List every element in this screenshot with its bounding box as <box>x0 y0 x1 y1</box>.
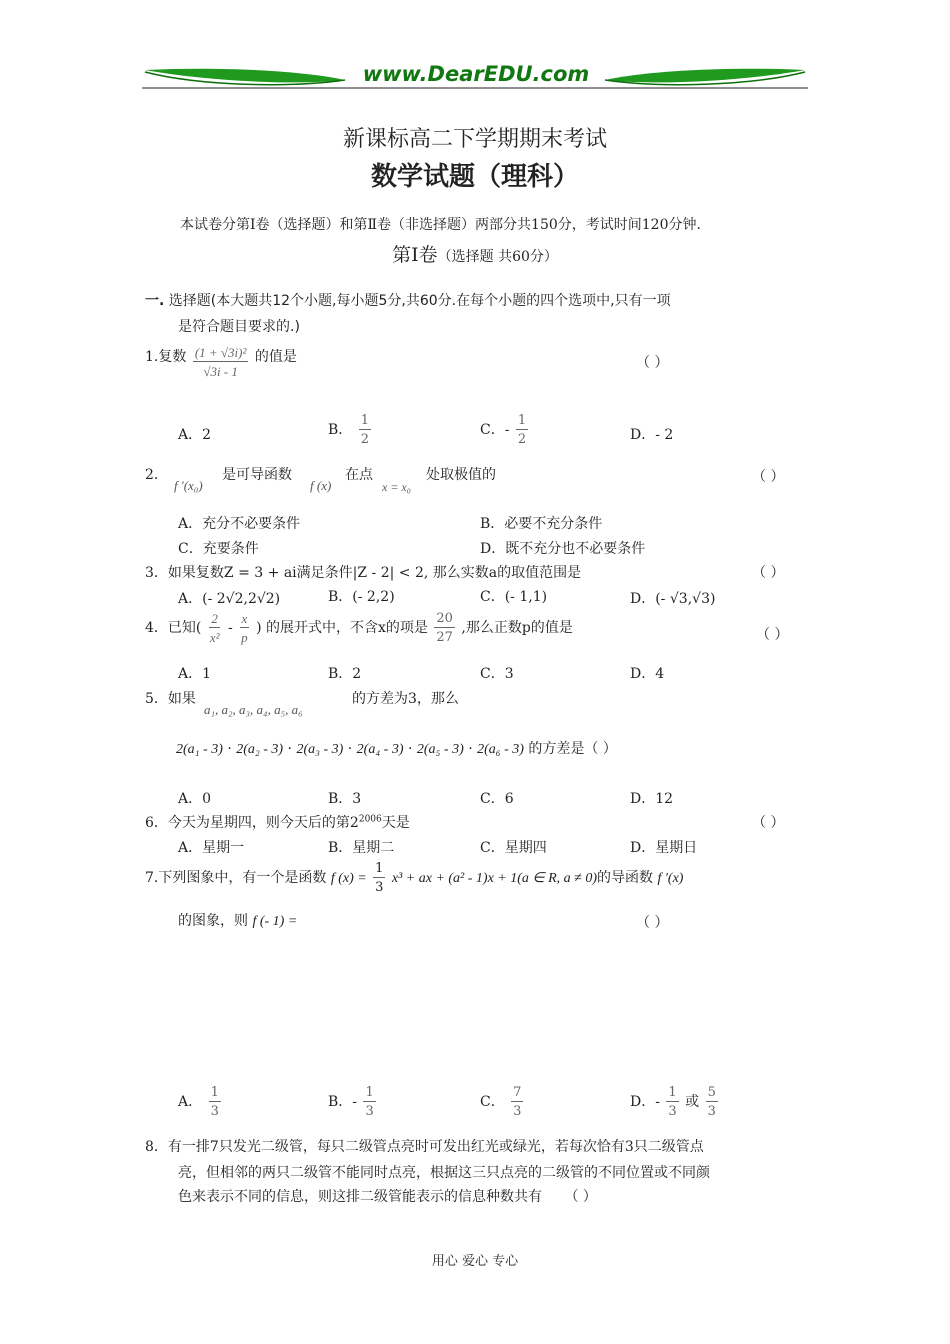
question-7 <box>145 862 683 894</box>
q3-option-c[interactable]: C．(- 1,1) <box>480 589 548 605</box>
q1-denominator: √3i - 1 <box>203 364 238 379</box>
q1-option-d[interactable]: D．- 2 <box>630 427 674 443</box>
section-number: 一. <box>145 293 165 309</box>
q5-text2: 的方差为3，那么 <box>352 691 459 707</box>
q4-frac2 <box>239 612 250 644</box>
question-2 <box>145 464 168 484</box>
q5-sep: · <box>287 741 292 757</box>
q6-answer-paren: （ ） <box>752 815 785 831</box>
title-line2: 数学试题（理科） <box>370 162 579 192</box>
q7-option-c[interactable] <box>480 1086 525 1118</box>
q1-answer-paren: （ ） <box>636 355 669 371</box>
q2-number: 2． <box>145 467 168 483</box>
q3-number: 3． <box>145 565 168 581</box>
question-5 <box>145 688 196 708</box>
question-6 <box>145 812 410 832</box>
q7-line2-text: 的图象，则 <box>178 913 248 929</box>
q6-option-a[interactable]: A．星期一 <box>178 840 245 856</box>
q6-exponent: 2006 <box>358 814 382 825</box>
q4-number: 4． <box>145 620 168 636</box>
q7-b-den: 3 <box>365 1104 374 1119</box>
q1-tail: 的值是 <box>254 349 297 365</box>
q5-sep: · <box>347 741 353 757</box>
q1-b-num: 1 <box>360 413 370 428</box>
q7-c-den: 3 <box>513 1104 522 1119</box>
q1-c-fraction <box>516 414 528 446</box>
q2-expr3: x = x₀ <box>382 480 411 494</box>
intro-text: 本试卷分第Ⅰ卷（选择题）和第Ⅱ卷（非选择题）两部分共150分，考试时间120分钟. <box>180 217 701 233</box>
q7-expr-c: f ′(x) <box>657 871 684 886</box>
q5-tail: 的方差是（ ） <box>528 741 617 757</box>
q8-answer-paren: （ ） <box>564 1189 597 1205</box>
q1-b-fraction <box>359 414 371 446</box>
q5-option-c[interactable]: C．6 <box>480 791 514 807</box>
q7-c-num: 7 <box>513 1085 522 1100</box>
q7-b-label: B．- <box>328 1094 358 1110</box>
q5-sequence: a₁, a₂, a₃, a₄, a₅, a₆ <box>204 702 303 717</box>
q5-term: 2(a₁ - 3) <box>176 742 223 757</box>
q7-d2-fraction <box>706 1086 718 1118</box>
q7-a-den: 3 <box>210 1104 219 1119</box>
q7-a-num: 1 <box>210 1085 219 1100</box>
q5-option-d[interactable]: D．12 <box>630 791 674 807</box>
q2-expr1: f ′(x₀) <box>174 478 203 493</box>
q4-option-a[interactable]: A．1 <box>178 666 212 682</box>
q4-option-c[interactable]: C．3 <box>480 666 514 682</box>
q7-c-label: C． <box>480 1094 505 1110</box>
q7-d-den: 3 <box>668 1104 677 1119</box>
q2-option-c[interactable]: C．充要条件 <box>178 541 259 557</box>
q1-option-c[interactable] <box>480 414 530 446</box>
q2-expr2: f (x) <box>310 478 332 493</box>
q7-a-fraction <box>209 1086 221 1118</box>
banner <box>140 58 810 98</box>
q8-line3 <box>178 1186 597 1206</box>
q5-number: 5． <box>145 691 168 707</box>
q2-text3: 处取极值的 <box>426 467 496 483</box>
q6-option-c[interactable]: C．星期四 <box>480 840 547 856</box>
title-line1: 新课标高二下学期期末考试 <box>342 127 607 152</box>
question-3 <box>145 562 581 582</box>
q1-fraction <box>193 346 249 378</box>
q7-d-or: 或 <box>685 1094 700 1110</box>
q4-f3-den: 27 <box>436 630 453 645</box>
q4-frac1 <box>208 612 222 644</box>
part1-heading <box>0 240 950 267</box>
q2-answer-paren: （ ） <box>752 469 785 485</box>
q7-frac-num: 1 <box>375 861 384 876</box>
q8-line1: 有一排7只发光二级管，每只二级管点亮时可发出红光或绿光，若每次恰有3只二级管点 <box>167 1139 704 1155</box>
q7-d-num: 1 <box>668 1085 677 1100</box>
q5-term: 2(a₄ - 3) <box>356 742 404 757</box>
section-line1: 选择题(本大题共12个小题,每小题5分,共60分.在每个小题的四个选项中,只有一项 <box>168 293 671 309</box>
q7-answer-paren: （ ） <box>636 915 669 931</box>
q5-text1: 如果 <box>167 691 196 707</box>
q1-lead: 复数 <box>158 349 187 365</box>
q4-text1: 已知( <box>167 620 202 636</box>
q4-f1-den: x² <box>209 630 220 645</box>
q5-term: 2(a₆ - 3) <box>477 742 524 757</box>
q1-c-num: 1 <box>517 413 527 428</box>
q1-c-den: 2 <box>517 432 527 447</box>
section-line2: 是符合题目要求的.) <box>178 319 300 335</box>
q5-option-a[interactable]: A．0 <box>178 791 212 807</box>
q2-option-d[interactable]: D．既不充分也不必要条件 <box>480 541 646 557</box>
q7-a-label: A． <box>178 1094 203 1110</box>
q7-number: 7. <box>145 870 159 886</box>
q4-option-d[interactable]: D．4 <box>630 666 665 682</box>
q5-term: 2(a₂ - 3) <box>236 742 284 757</box>
question-4 <box>145 612 573 644</box>
section-heading <box>145 290 671 310</box>
q5-terms-row <box>176 738 617 758</box>
footer-motto: 用心 爱心 专心 <box>431 1254 519 1269</box>
q6-option-d[interactable]: D．星期日 <box>630 840 698 856</box>
q4-f2-den: p <box>241 630 248 645</box>
q5-sep: · <box>468 741 473 757</box>
q1-option-b[interactable] <box>328 414 373 446</box>
q4-frac3 <box>434 612 455 644</box>
question-8 <box>145 1136 704 1156</box>
q1-c-label: C．- <box>480 422 510 438</box>
q4-f2-num: x <box>241 611 248 626</box>
q7-d-label: D．- <box>630 1094 660 1110</box>
q7-option-b[interactable] <box>328 1086 378 1118</box>
site-logo: www.DearEDU.com <box>362 62 590 86</box>
q8-number: 8． <box>145 1139 168 1155</box>
q7-line2 <box>178 910 297 930</box>
q6-number: 6． <box>145 815 168 831</box>
q3-text: 如果复数Z = 3 + ai满足条件|Z - 2| < 2, 那么实数a的取值范围是 <box>167 565 582 581</box>
q4-option-b[interactable]: B．2 <box>328 666 362 682</box>
q6-option-b[interactable]: B．星期二 <box>328 840 395 856</box>
q6-tail: 天是 <box>381 815 410 831</box>
q5-term: 2(a₅ - 3) <box>416 742 464 757</box>
q5-sep: · <box>407 741 413 757</box>
q1-number: 1. <box>145 349 159 365</box>
q7-b-num: 1 <box>365 1085 374 1100</box>
q4-answer-paren: （ ） <box>756 627 789 643</box>
q4-text3: ,那么正数p的值是 <box>461 620 573 636</box>
question-1 <box>145 346 297 378</box>
q4-minus: - <box>227 620 233 636</box>
q7-option-d[interactable] <box>630 1086 720 1118</box>
q3-option-b[interactable]: B．(- 2,2) <box>328 589 395 605</box>
q7-frac <box>373 862 385 894</box>
q6-text: 今天为星期四，则今天后的第2 <box>167 815 359 831</box>
q4-text2: ) 的展开式中，不含x的项是 <box>256 620 428 636</box>
q7-option-a[interactable] <box>178 1086 223 1118</box>
q4-f1-num: 2 <box>211 611 218 626</box>
part1-title: 第Ⅰ卷 <box>392 244 438 266</box>
q1-b-label: B． <box>328 422 353 438</box>
q2-text1: 是可导函数 <box>222 467 292 483</box>
q7-expr-a: f (x) = <box>330 871 367 886</box>
q1-b-den: 2 <box>360 432 370 447</box>
q5-sep: · <box>227 741 232 757</box>
q3-option-d[interactable]: D．(- √3,√3) <box>630 591 716 607</box>
q7-expr-d: f (- 1) = <box>252 914 298 929</box>
q7-d2-num: 5 <box>707 1085 716 1100</box>
q7-expr-b: x³ + ax + (a² - 1)x + 1(a ∈ R, a ≠ 0) <box>391 871 597 886</box>
q1-numerator: (1 + √3i)² <box>194 345 247 360</box>
q1-option-a[interactable]: A．2 <box>178 427 212 443</box>
q3-answer-paren: （ ） <box>752 565 785 581</box>
q5-option-b[interactable]: B．3 <box>328 791 362 807</box>
q2-text2: 在点 <box>345 467 373 483</box>
q7-text1: 下列图象中，有一个是函数 <box>158 870 327 886</box>
q3-option-a[interactable]: A．(- 2√2,2√2) <box>178 591 281 607</box>
q8-line2: 亮，但相邻的两只二级管不能同时点亮，根据这三只点亮的二级管的不同位置或不同颜 <box>178 1165 710 1181</box>
q5-term: 2(a₃ - 3) <box>296 742 344 757</box>
q7-d-fraction <box>666 1086 678 1118</box>
q7-frac-den: 3 <box>375 880 384 895</box>
q2-option-b[interactable]: B．必要不充分条件 <box>480 516 603 532</box>
q7-text2: 的导函数 <box>597 870 653 886</box>
q4-f3-num: 20 <box>436 611 453 626</box>
q7-c-fraction <box>511 1086 523 1118</box>
q8-line3-text: 色来表示不同的信息，则这排二级管能表示的信息种数共有 <box>178 1189 542 1205</box>
q2-option-a[interactable]: A．充分不必要条件 <box>178 516 301 532</box>
part1-note: （选择题 共60分） <box>437 249 558 265</box>
q7-b-fraction <box>363 1086 375 1118</box>
q7-d2-den: 3 <box>707 1104 716 1119</box>
